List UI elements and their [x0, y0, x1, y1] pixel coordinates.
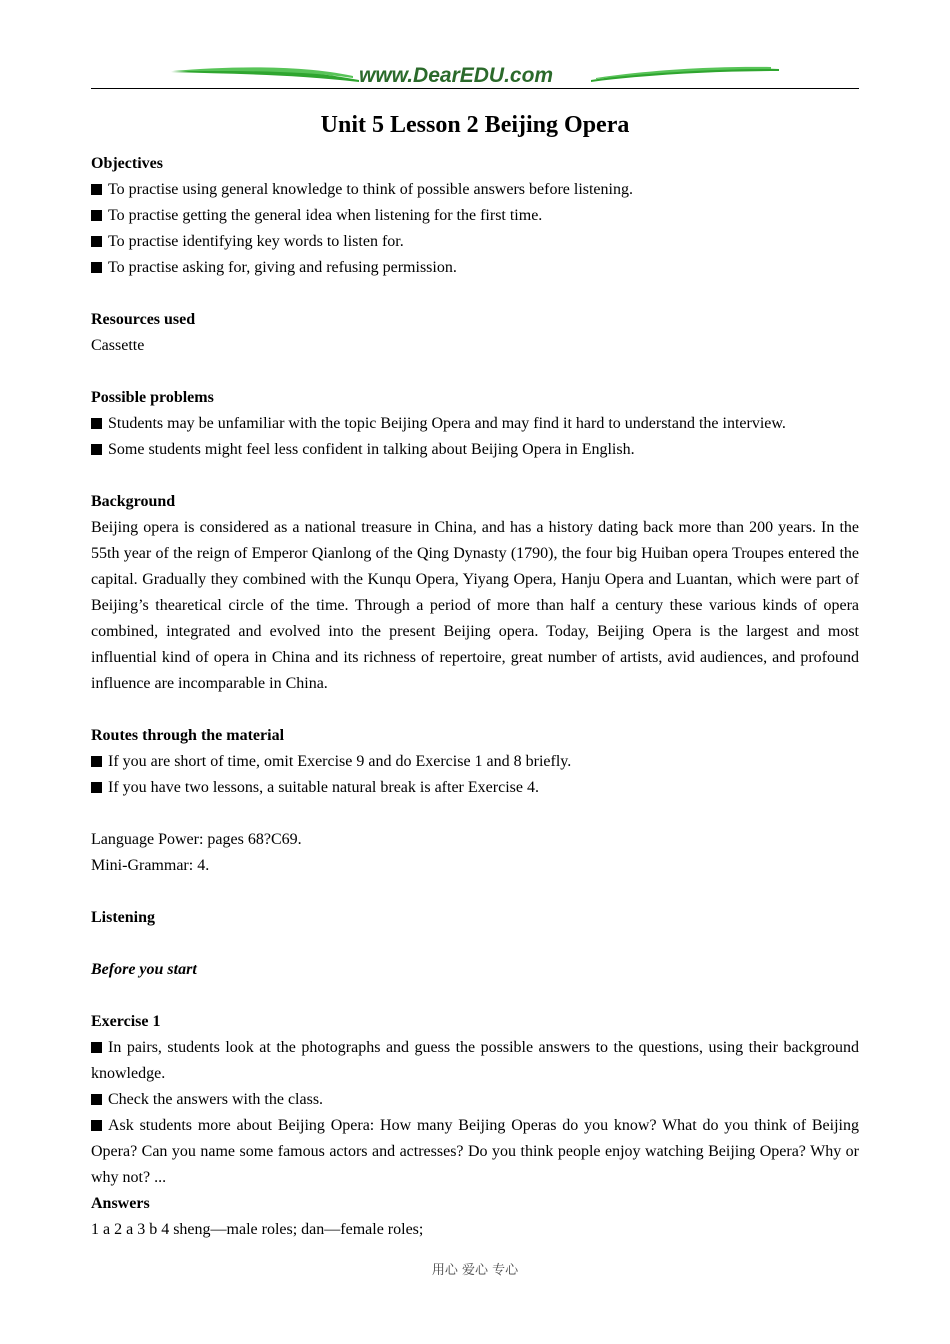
header-rule	[91, 88, 859, 89]
language-power-ref: Language Power: pages 68?C69.	[91, 831, 302, 848]
square-bullet-icon	[91, 418, 102, 429]
square-bullet-icon	[91, 1120, 102, 1131]
square-bullet-icon	[91, 444, 102, 455]
exercise1-item: Ask students more about Beijing Opera: How many Beijing Operas do you know? What do you think of Beijing Opera? Can you name some famous actors and actresses? Do you think people enjoy watching Beijing Opera? Why or why not? ...	[91, 1117, 859, 1186]
answers-heading: Answers	[91, 1195, 150, 1212]
document-body	[91, 151, 859, 1243]
resources-heading: Resources used	[91, 311, 196, 328]
page-footer: 用心 爱心 专心	[431, 1263, 519, 1278]
objective-item: To practise asking for, giving and refusing permission.	[91, 255, 859, 281]
exercise1-heading: Exercise 1	[91, 1013, 161, 1030]
page-header	[91, 62, 859, 90]
square-bullet-icon	[91, 262, 102, 273]
exercise1-item: Check the answers with the class.	[91, 1087, 859, 1113]
square-bullet-icon	[91, 756, 102, 767]
square-bullet-icon	[91, 1042, 102, 1053]
exercise1-item: In pairs, students look at the photographs and guess the possible answers to the questions, using their background knowledge.	[91, 1039, 859, 1082]
answers-text: 1 a 2 a 3 b 4 sheng—male roles; dan—female roles;	[91, 1221, 424, 1238]
square-bullet-icon	[91, 1094, 102, 1105]
square-bullet-icon	[91, 782, 102, 793]
routes-heading: Routes through the material	[91, 727, 285, 744]
square-bullet-icon	[91, 210, 102, 221]
mini-grammar-ref: Mini-Grammar: 4.	[91, 857, 210, 874]
objective-item: To practise using general knowledge to think of possible answers before listening.	[91, 177, 859, 203]
square-bullet-icon	[91, 184, 102, 195]
problem-item: Some students might feel less confident in talking about Beijing Opera in English.	[91, 437, 859, 463]
problem-item: Students may be unfamiliar with the topic Beijing Opera and may find it hard to understand the interview.	[91, 411, 859, 437]
page-title: Unit 5 Lesson 2 Beijing Opera	[320, 112, 630, 138]
problems-heading: Possible problems	[91, 389, 214, 406]
square-bullet-icon	[91, 236, 102, 247]
background-paragraph: Beijing opera is considered as a national treasure in China, and has a history dating back more than 200 years. In the 55th year of the reign of Emperor Qianlong of the Qing Dynasty (1790), the four big Huiban opera Troupes entered the capital. Gradually they combined with the Kunqu Opera, Yiyang Opera, Hanju Opera and Luantan, which were part of Beijing’s thearetical circle of the time. Through a period of more than half a century these various kinds of opera combined, integrated and evolved into the present Beijing opera. Today, Beijing Opera is the largest and most influential kind of opera in China and its richness of repertoire, great number of artists, avid audiences, and profound influence are incomparable in China.	[91, 519, 859, 692]
before-you-start-heading: Before you start	[91, 961, 197, 978]
site-logo-text: www.DearEDU.com	[359, 64, 554, 87]
objective-item: To practise identifying key words to listen for.	[91, 229, 859, 255]
route-item: If you have two lessons, a suitable natural break is after Exercise 4.	[91, 775, 859, 801]
background-heading: Background	[91, 493, 176, 510]
objectives-heading: Objectives	[91, 155, 163, 172]
listening-heading: Listening	[91, 909, 156, 926]
objective-item: To practise getting the general idea when listening for the first time.	[91, 203, 859, 229]
route-item: If you are short of time, omit Exercise 9 and do Exercise 1 and 8 briefly.	[91, 749, 859, 775]
resources-text: Cassette	[91, 337, 145, 354]
